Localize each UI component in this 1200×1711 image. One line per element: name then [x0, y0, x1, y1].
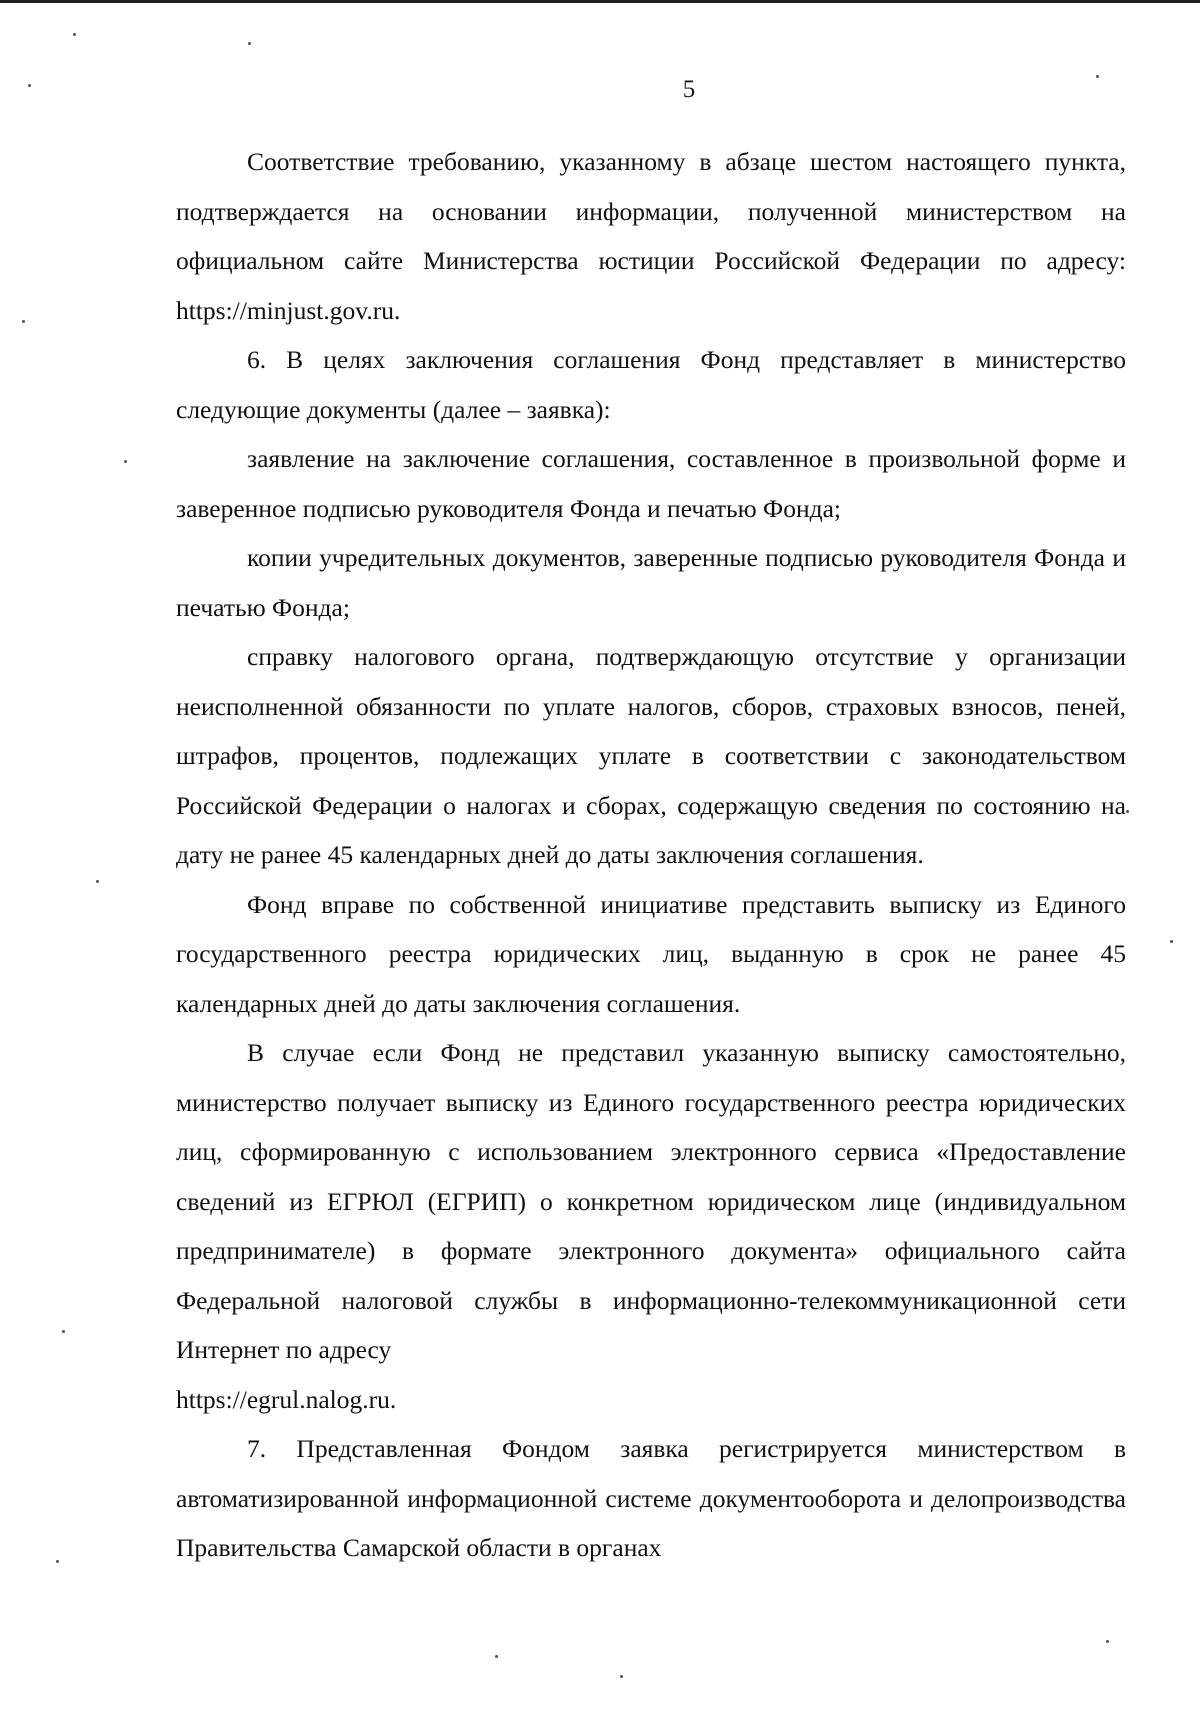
page-number: 5: [682, 76, 696, 103]
scan-speck: [96, 880, 99, 883]
scan-speck: [73, 33, 76, 36]
paragraph-tax-certificate: справку налогового органа, подтверждающую отсутствие у организации неисполненной обязанности по уплате налогов, сборов, страховых взносов, пеней, штрафов, процентов, подлежащих уплате в соответствии с законодательством Российской Федерации о налогах и сборах, содержащую сведения по состоянию на дату не ранее 45 календарных дней до даты заключения соглашения.: [176, 642, 1126, 869]
scan-speck: [56, 1560, 59, 1563]
paragraph-founding-documents: копии учредительных документов, заверенные подписью руководителя Фонда и печатью Фонда;: [176, 543, 1126, 622]
scan-speck: [1106, 1640, 1109, 1643]
paragraph-application-statement: заявление на заключение соглашения, составленное в произвольной форме и заверенное подписью руководителя Фонда и печатью Фонда;: [176, 444, 1126, 523]
paragraph-minjust-requirement: Соответствие требованию, указанному в абзаце шестом настоящего пункта, подтверждается на основании информации, полученной министерством на официальном сайте Министерства юстиции Российской Федерации по адресу: https://minjust.gov.ru.: [176, 147, 1126, 325]
paragraph-section-7: 7. Представленная Фондом заявка регистрируется министерством в автоматизированной информационной системе документооборота и делопроизводства Правительства Самарской области в органах: [176, 1434, 1126, 1562]
egrul-url: https://egrul.nalog.ru.: [176, 1384, 397, 1414]
scan-speck: [22, 320, 25, 323]
scan-speck: [124, 460, 127, 463]
paragraph-section-6: 6. В целях заключения соглашения Фонд представляет в министерство следующие документы (далее – заявка):: [176, 345, 1126, 424]
scan-speck: [1170, 940, 1173, 943]
scan-speck: [1096, 75, 1099, 78]
scan-speck: [620, 1675, 623, 1678]
scan-speck: [62, 1330, 65, 1333]
paragraph-egrul-extract-right: Фонд вправе по собственной инициативе представить выписку из Единого государственного реестра юридических лиц, выданную в срок не ранее 45 календарных дней до даты заключения соглашения.: [176, 889, 1126, 1018]
scan-speck: [1126, 810, 1129, 813]
scan-edge-line: [0, 0, 1200, 3]
scan-speck: [248, 42, 251, 45]
document-body: [176, 137, 1126, 1573]
scan-speck: [28, 84, 31, 87]
scan-speck: [495, 1655, 498, 1658]
paragraph-ministry-obtains-extract: В случае если Фонд не представил указанную выписку самостоятельно, министерство получает выписку из Единого государственного реестра юридических лиц, сформированную с использованием электронного сервиса «Предоставление сведений из ЕГРЮЛ (ЕГРИП) о конкретном юридическом лице (индивидуальном предпринимателе) в формате электронного документа» официального сайта Федеральной налоговой службы в информационно-телекоммуникационной сети Интернет по адресу: [176, 1038, 1126, 1364]
